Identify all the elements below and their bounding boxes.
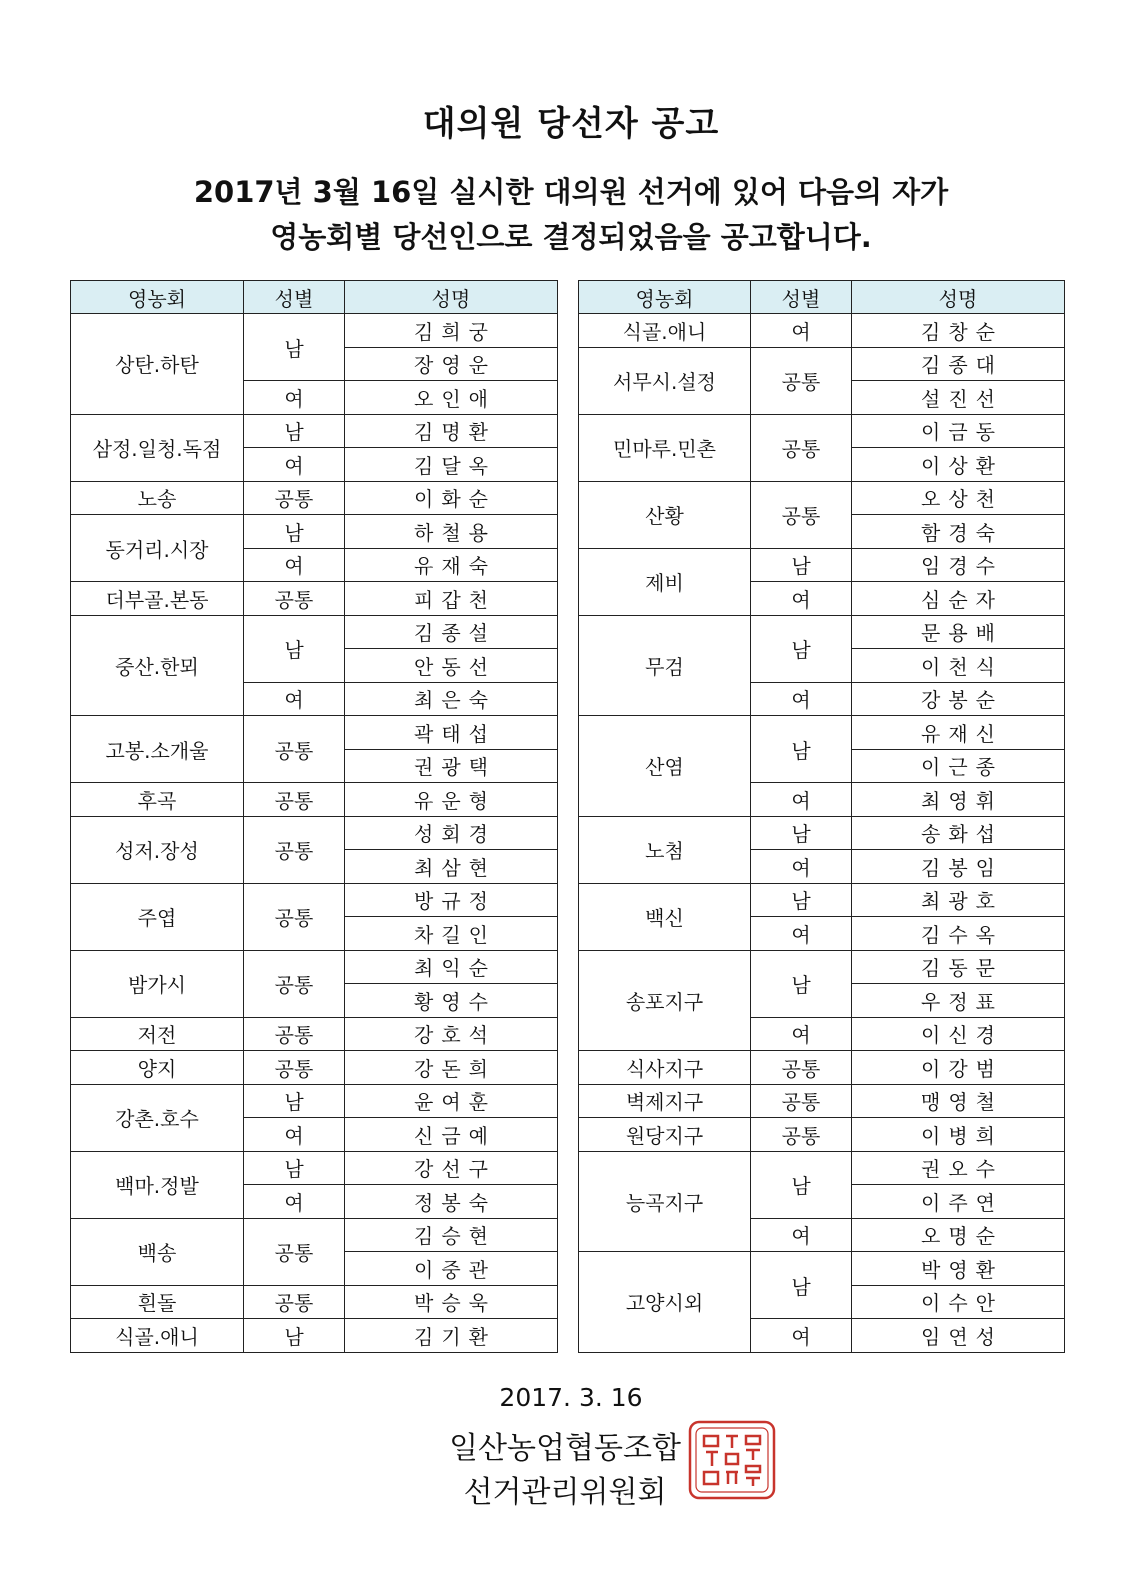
seal-border — [690, 1422, 774, 1498]
table-row — [579, 1118, 1065, 1152]
header-name: 성명 — [852, 281, 1065, 314]
village-cell: 노송 — [71, 481, 244, 515]
name-cell: 신금예 — [345, 1118, 558, 1152]
gender-cell: 공통 — [751, 481, 852, 548]
name-cell: 임연성 — [852, 1319, 1065, 1353]
header-name: 성명 — [345, 281, 558, 314]
gender-cell: 공통 — [244, 1051, 345, 1085]
table-row — [71, 1218, 558, 1252]
village-cell: 흰돌 — [71, 1285, 244, 1319]
gender-cell: 여 — [751, 917, 852, 951]
table-row — [71, 314, 558, 348]
gender-cell: 남 — [751, 1151, 852, 1218]
gender-cell: 공통 — [751, 1118, 852, 1152]
name-cell: 유재숙 — [345, 548, 558, 582]
name-cell: 이병희 — [852, 1118, 1065, 1152]
table-header-row — [71, 281, 558, 314]
name-cell: 안동선 — [345, 649, 558, 683]
table-row — [71, 582, 558, 616]
seal-glyph-col3 — [746, 1436, 760, 1486]
gender-cell: 여 — [244, 448, 345, 482]
table-row — [579, 414, 1065, 448]
name-cell: 오명순 — [852, 1218, 1065, 1252]
gender-cell: 여 — [244, 548, 345, 582]
gender-cell: 남 — [244, 314, 345, 381]
table-row — [71, 1051, 558, 1085]
gender-cell: 여 — [751, 1218, 852, 1252]
village-cell: 양지 — [71, 1051, 244, 1085]
village-cell: 서무시.설정 — [579, 347, 751, 414]
name-cell: 강호석 — [345, 1017, 558, 1051]
gender-cell: 남 — [751, 883, 852, 917]
village-cell: 상탄.하탄 — [71, 314, 244, 415]
table-row — [579, 950, 1065, 984]
village-cell: 무검 — [579, 615, 751, 716]
gender-cell: 여 — [751, 1319, 852, 1353]
name-cell: 방규정 — [345, 883, 558, 917]
name-cell: 최영휘 — [852, 783, 1065, 817]
village-cell: 더부골.본동 — [71, 582, 244, 616]
gender-cell: 공통 — [751, 1051, 852, 1085]
table-row — [71, 481, 558, 515]
name-cell: 성회경 — [345, 816, 558, 850]
table-row — [71, 950, 558, 984]
table-row — [71, 515, 558, 549]
gender-cell: 여 — [751, 682, 852, 716]
gender-cell: 여 — [244, 1118, 345, 1152]
name-cell: 김수옥 — [852, 917, 1065, 951]
name-cell: 김창순 — [852, 314, 1065, 348]
elected-table-right — [578, 280, 1065, 1353]
elected-table-left — [70, 280, 558, 1353]
table-row — [71, 1285, 558, 1319]
village-cell: 강촌.호수 — [71, 1084, 244, 1151]
gender-cell: 공통 — [751, 414, 852, 481]
gender-cell: 남 — [751, 950, 852, 1017]
name-cell: 곽태섭 — [345, 716, 558, 750]
gender-cell: 공통 — [244, 950, 345, 1017]
gender-cell: 여 — [751, 850, 852, 884]
table-row — [579, 816, 1065, 850]
village-cell: 밤가시 — [71, 950, 244, 1017]
name-cell: 유운형 — [345, 783, 558, 817]
table-row — [579, 1084, 1065, 1118]
gender-cell: 여 — [244, 1185, 345, 1219]
name-cell: 이화순 — [345, 481, 558, 515]
name-cell: 김기환 — [345, 1319, 558, 1353]
gender-cell: 남 — [751, 816, 852, 850]
gender-cell: 공통 — [244, 1285, 345, 1319]
village-cell: 삼정.일청.독점 — [71, 414, 244, 481]
org-name-line-1: 일산농업협동조합 — [449, 1431, 681, 1466]
name-cell: 이주연 — [852, 1185, 1065, 1219]
name-cell: 김명환 — [345, 414, 558, 448]
gender-cell: 남 — [244, 1319, 345, 1353]
name-cell: 김봉임 — [852, 850, 1065, 884]
name-cell: 송화섭 — [852, 816, 1065, 850]
gender-cell: 남 — [244, 615, 345, 682]
name-cell: 장영운 — [345, 347, 558, 381]
seal-glyph-col1 — [704, 1436, 718, 1484]
name-cell: 강돈희 — [345, 1051, 558, 1085]
name-cell: 이신경 — [852, 1017, 1065, 1051]
name-cell: 김종대 — [852, 347, 1065, 381]
village-cell: 식골.애니 — [579, 314, 751, 348]
gender-cell: 공통 — [244, 1017, 345, 1051]
name-cell: 최삼현 — [345, 850, 558, 884]
gender-cell: 공통 — [244, 1218, 345, 1285]
village-cell: 산황 — [579, 481, 751, 548]
village-cell: 백송 — [71, 1218, 244, 1285]
name-cell: 설진선 — [852, 381, 1065, 415]
table-header-row — [579, 281, 1065, 314]
table-row — [579, 548, 1065, 582]
name-cell: 피갑천 — [345, 582, 558, 616]
table-row — [579, 883, 1065, 917]
name-cell: 김희궁 — [345, 314, 558, 348]
village-cell: 백신 — [579, 883, 751, 950]
name-cell: 강선구 — [345, 1151, 558, 1185]
gender-cell: 남 — [751, 548, 852, 582]
name-cell: 박승욱 — [345, 1285, 558, 1319]
table-row — [71, 414, 558, 448]
table-row — [71, 615, 558, 649]
gender-cell: 남 — [244, 414, 345, 448]
village-cell: 중산.한뫼 — [71, 615, 244, 716]
header-gender: 성별 — [751, 281, 852, 314]
name-cell: 하철용 — [345, 515, 558, 549]
intro-line-2: 영농회별 당선인으로 결정되었음을 공고합니다. — [270, 220, 872, 254]
village-cell: 백마.정발 — [71, 1151, 244, 1218]
name-cell: 오인애 — [345, 381, 558, 415]
village-cell: 고양시외 — [579, 1252, 751, 1353]
gender-cell: 공통 — [244, 582, 345, 616]
header-village: 영농회 — [579, 281, 751, 314]
gender-cell: 공통 — [244, 481, 345, 515]
name-cell: 최익순 — [345, 950, 558, 984]
notice-date: 2017. 3. 16 — [499, 1383, 643, 1412]
table-row — [71, 1151, 558, 1185]
name-cell: 권광택 — [345, 749, 558, 783]
gender-cell: 공통 — [244, 716, 345, 783]
name-cell: 이상환 — [852, 448, 1065, 482]
gender-cell: 공통 — [244, 816, 345, 883]
village-cell: 주엽 — [71, 883, 244, 950]
name-cell: 이수안 — [852, 1285, 1065, 1319]
name-cell: 김동문 — [852, 950, 1065, 984]
table-row — [71, 816, 558, 850]
name-cell: 황영수 — [345, 984, 558, 1018]
village-cell: 동거리.시장 — [71, 515, 244, 582]
header-gender: 성별 — [244, 281, 345, 314]
table-row — [579, 615, 1065, 649]
name-cell: 정봉숙 — [345, 1185, 558, 1219]
gender-cell: 여 — [244, 381, 345, 415]
seal-glyph-col2 — [726, 1436, 738, 1484]
village-cell: 식사지구 — [579, 1051, 751, 1085]
name-cell: 우정표 — [852, 984, 1065, 1018]
table-row — [579, 1252, 1065, 1286]
table-row — [71, 716, 558, 750]
name-cell: 윤여훈 — [345, 1084, 558, 1118]
name-cell: 오상천 — [852, 481, 1065, 515]
gender-cell: 공통 — [244, 783, 345, 817]
village-cell: 원당지구 — [579, 1118, 751, 1152]
notice-title: 대의원 당선자 공고 — [422, 104, 720, 144]
village-cell: 성저.장성 — [71, 816, 244, 883]
village-cell: 벽제지구 — [579, 1084, 751, 1118]
name-cell: 임경수 — [852, 548, 1065, 582]
table-row — [71, 783, 558, 817]
gender-cell: 남 — [751, 716, 852, 783]
name-cell: 권오수 — [852, 1151, 1065, 1185]
header-village: 영농회 — [71, 281, 244, 314]
table-row — [579, 347, 1065, 381]
village-cell: 민마루.민촌 — [579, 414, 751, 481]
gender-cell: 여 — [751, 783, 852, 817]
table-row — [579, 481, 1065, 515]
table-row — [71, 1084, 558, 1118]
name-cell: 맹영철 — [852, 1084, 1065, 1118]
name-cell: 이천식 — [852, 649, 1065, 683]
gender-cell: 공통 — [244, 883, 345, 950]
name-cell: 문용배 — [852, 615, 1065, 649]
name-cell: 김승현 — [345, 1218, 558, 1252]
name-cell: 김달옥 — [345, 448, 558, 482]
table-row — [71, 1017, 558, 1051]
official-seal — [684, 1416, 780, 1504]
name-cell: 차길인 — [345, 917, 558, 951]
village-cell: 저전 — [71, 1017, 244, 1051]
name-cell: 최은숙 — [345, 682, 558, 716]
gender-cell: 남 — [751, 615, 852, 682]
village-cell: 노첨 — [579, 816, 751, 883]
notice-intro — [0, 170, 1142, 260]
name-cell: 강봉순 — [852, 682, 1065, 716]
name-cell: 심순자 — [852, 582, 1065, 616]
gender-cell: 여 — [751, 582, 852, 616]
village-cell: 송포지구 — [579, 950, 751, 1051]
table-row — [71, 883, 558, 917]
village-cell: 식골.애니 — [71, 1319, 244, 1353]
name-cell: 박영환 — [852, 1252, 1065, 1286]
village-cell: 고봉.소개울 — [71, 716, 244, 783]
village-cell: 후곡 — [71, 783, 244, 817]
gender-cell: 공통 — [751, 1084, 852, 1118]
gender-cell: 남 — [244, 515, 345, 549]
table-row — [579, 1151, 1065, 1185]
gender-cell: 여 — [751, 314, 852, 348]
name-cell: 함경숙 — [852, 515, 1065, 549]
gender-cell: 남 — [244, 1084, 345, 1118]
gender-cell: 남 — [751, 1252, 852, 1319]
gender-cell: 남 — [244, 1151, 345, 1185]
village-cell: 산염 — [579, 716, 751, 817]
village-cell: 제비 — [579, 548, 751, 615]
table-row — [71, 1319, 558, 1353]
name-cell: 이근종 — [852, 749, 1065, 783]
org-name-line-2: 선거관리위원회 — [463, 1475, 667, 1510]
table-row — [579, 716, 1065, 750]
name-cell: 김종설 — [345, 615, 558, 649]
name-cell: 이중관 — [345, 1252, 558, 1286]
village-cell: 능곡지구 — [579, 1151, 751, 1252]
name-cell: 이강범 — [852, 1051, 1065, 1085]
table-row — [579, 1051, 1065, 1085]
gender-cell: 공통 — [751, 347, 852, 414]
gender-cell: 여 — [244, 682, 345, 716]
intro-line-1: 2017년 3월 16일 실시한 대의원 선거에 있어 다음의 자가 — [193, 175, 949, 209]
name-cell: 유재신 — [852, 716, 1065, 750]
name-cell: 최광호 — [852, 883, 1065, 917]
gender-cell: 여 — [751, 1017, 852, 1051]
table-row — [579, 314, 1065, 348]
name-cell: 이금동 — [852, 414, 1065, 448]
